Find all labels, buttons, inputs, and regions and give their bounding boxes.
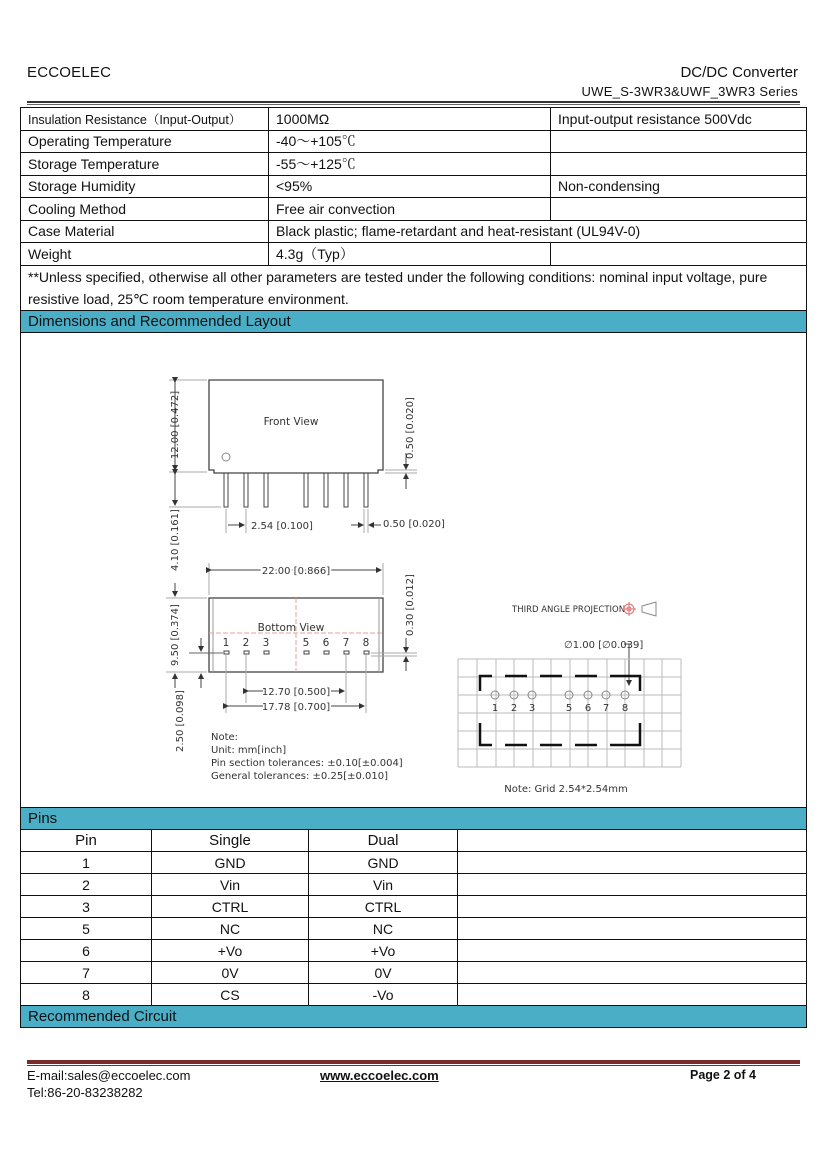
dual-cell: NC [309, 918, 458, 940]
table-row [21, 153, 807, 176]
empty-cell [458, 896, 807, 918]
pin-number: 7 [342, 637, 350, 649]
table-row [21, 852, 807, 874]
single-cell: CS [152, 984, 309, 1006]
remark-cell [551, 198, 807, 221]
header-rule [27, 101, 800, 103]
param-cell: Storage Humidity [21, 175, 269, 198]
empty-cell [458, 852, 807, 874]
value-cell: -40～+105℃ [269, 130, 551, 153]
column-header-pin: Pin [21, 830, 152, 852]
page-number: Page 2 of 4 [690, 1068, 756, 1082]
table-row [21, 198, 807, 221]
dual-cell: +Vo [309, 940, 458, 962]
pad-number: 3 [528, 703, 536, 714]
spec-table [20, 107, 807, 812]
pin-number: 5 [302, 637, 310, 649]
footer-tel: Tel:86-20-83238282 [27, 1085, 143, 1100]
table-row [21, 175, 807, 198]
series-name: UWE_S-3WR3&UWF_3WR3 Series [581, 84, 798, 99]
remark-cell: Input-output resistance 500Vdc [551, 108, 807, 131]
footer-rule [27, 1060, 800, 1064]
column-header-dual: Dual [309, 830, 458, 852]
table-row [21, 220, 807, 243]
single-cell: Vin [152, 874, 309, 896]
dim-offset: 0.30 [0.012] [405, 574, 416, 636]
pad-number: 8 [621, 703, 629, 714]
pin-cell: 5 [21, 918, 152, 940]
single-cell: +Vo [152, 940, 309, 962]
note-pin-tolerance: Pin section tolerances: ±0.10[±0.004] [211, 758, 403, 769]
pad-number: 2 [510, 703, 518, 714]
pin-cell: 7 [21, 962, 152, 984]
pin-cell: 6 [21, 940, 152, 962]
grid-note: Note: Grid 2.54*2.54mm [504, 784, 628, 795]
table-row [21, 962, 807, 984]
param-cell: Case Material [21, 220, 269, 243]
table-row [21, 940, 807, 962]
value-cell: Free air convection [269, 198, 551, 221]
single-cell: CTRL [152, 896, 309, 918]
dim-span-2: 17.78 [0.700] [261, 702, 331, 713]
value-cell: Black plastic; flame-retardant and heat-resistant (UL94V-0) [269, 220, 807, 243]
table-row [21, 896, 807, 918]
param-cell: Cooling Method [21, 198, 269, 221]
section-row [21, 808, 807, 830]
note-title: Note: [211, 732, 239, 743]
third-angle-projection-icon [622, 602, 656, 616]
pin-cell: 1 [21, 852, 152, 874]
drawing-row [21, 333, 807, 812]
value-cell: -55～+125℃ [269, 153, 551, 176]
hole-diameter-dim: ∅1.00 [∅0.039] [564, 640, 644, 651]
single-cell: 0V [152, 962, 309, 984]
remark-cell [551, 153, 807, 176]
dual-cell: GND [309, 852, 458, 874]
section-header-pins: Pins [21, 808, 807, 830]
section-header-circuit: Recommended Circuit [21, 1006, 807, 1028]
dim-pin-width: 0.50 [0.020] [383, 519, 445, 530]
dual-cell: 0V [309, 962, 458, 984]
empty-cell [458, 874, 807, 896]
table-row [21, 874, 807, 896]
empty-cell [458, 830, 807, 852]
empty-cell [458, 940, 807, 962]
pad-number: 7 [602, 703, 610, 714]
test-conditions-note: **Unless specified, otherwise all other parameters are tested under the following conditions: nominal input voltage, pure resistive load, 25℃ room temperature environment. [21, 265, 807, 310]
dim-standoff: 0.50 [0.020] [405, 397, 416, 459]
table-row [21, 130, 807, 153]
pin-number: 6 [322, 637, 330, 649]
param-cell: Insulation Resistance（Input-Output） [21, 108, 269, 131]
header-rule-thin [27, 104, 800, 105]
pins-table [20, 807, 807, 1028]
pin-cell: 2 [21, 874, 152, 896]
table-row [21, 984, 807, 1006]
pin-number: 2 [242, 637, 250, 649]
empty-cell [458, 962, 807, 984]
dimension-drawing [21, 333, 806, 811]
dim-pitch: 2.54 [0.100] [251, 521, 313, 532]
table-row [21, 265, 807, 310]
single-cell: GND [152, 852, 309, 874]
table-row [21, 108, 807, 131]
section-row [21, 310, 807, 333]
dimension-drawing-cell [21, 333, 807, 812]
empty-cell [458, 984, 807, 1006]
remark-cell [551, 243, 807, 266]
product-type: DC/DC Converter [680, 64, 798, 81]
pin-number: 3 [262, 637, 270, 649]
table-row [21, 243, 807, 266]
dim-length: 22.00 [0.866] [261, 566, 331, 577]
section-header-dimensions: Dimensions and Recommended Layout [21, 310, 807, 333]
footer-rule-thin [27, 1065, 800, 1066]
empty-cell [458, 918, 807, 940]
footer-website-link[interactable]: www.eccoelec.com [320, 1068, 439, 1083]
param-cell: Storage Temperature [21, 153, 269, 176]
remark-cell [551, 130, 807, 153]
brand-name: ECCOELEC [27, 64, 112, 81]
dual-cell: CTRL [309, 896, 458, 918]
value-cell: <95% [269, 175, 551, 198]
value-cell: 4.3g（Typ） [269, 243, 551, 266]
projection-label: THIRD ANGLE PROJECTION [512, 605, 626, 615]
note-general-tolerance: General tolerances: ±0.25[±0.010] [211, 771, 388, 782]
param-cell: Weight [21, 243, 269, 266]
dual-cell: -Vo [309, 984, 458, 1006]
pad-number: 6 [584, 703, 592, 714]
remark-cell: Non-condensing [551, 175, 807, 198]
section-row [21, 1006, 807, 1028]
footer-email: E-mail:sales@eccoelec.com [27, 1068, 191, 1083]
pin-cell: 3 [21, 896, 152, 918]
value-cell: 1000MΩ [269, 108, 551, 131]
module-outline [480, 676, 640, 745]
bottom-view-label: Bottom View [257, 622, 325, 634]
param-cell: Operating Temperature [21, 130, 269, 153]
pad-number: 1 [491, 703, 499, 714]
front-view-label: Front View [263, 416, 319, 428]
dim-pin-length: 4.10 [0.161] [170, 509, 181, 571]
pin-number: 8 [362, 637, 370, 649]
pin-number: 1 [222, 637, 230, 649]
dim-row: 2.50 [0.098] [175, 690, 186, 752]
dim-height: 12.00 [0.472] [170, 390, 181, 460]
pin-cell: 8 [21, 984, 152, 1006]
front-view [169, 380, 417, 533]
note-unit: Unit: mm[inch] [211, 745, 287, 756]
single-cell: NC [152, 918, 309, 940]
dual-cell: Vin [309, 874, 458, 896]
pad-number: 5 [565, 703, 573, 714]
dim-span-1: 12.70 [0.500] [261, 687, 331, 698]
dim-depth: 9.50 [0.374] [170, 604, 181, 666]
table-row [21, 918, 807, 940]
column-header-single: Single [152, 830, 309, 852]
table-header-row [21, 830, 807, 852]
